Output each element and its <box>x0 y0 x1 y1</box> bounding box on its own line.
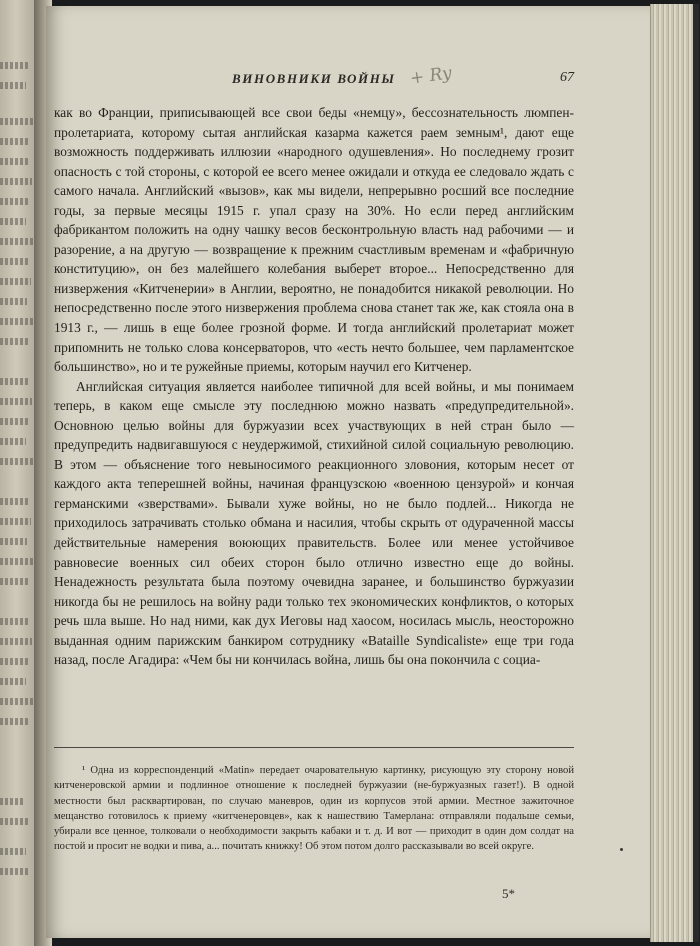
facing-page-text-line <box>0 338 30 345</box>
page-block-edges <box>650 4 699 942</box>
facing-page-text-line <box>0 518 31 525</box>
facing-page-text-line <box>0 278 31 285</box>
footnote <box>54 763 574 855</box>
margin-mark <box>620 848 623 851</box>
facing-page-text-line <box>0 658 30 665</box>
running-title: ВИНОВНИКИ ВОЙНЫ <box>232 71 396 86</box>
facing-page-text-line <box>0 538 27 545</box>
running-head <box>46 63 650 90</box>
facing-page-text-line <box>0 698 33 705</box>
facing-page-text-line <box>0 62 30 69</box>
facing-page-text-line <box>0 318 33 325</box>
facing-page-text-line <box>0 678 26 685</box>
facing-page-text-line <box>0 298 27 305</box>
facing-page-text-line <box>0 618 28 625</box>
facing-page-text-line <box>0 178 32 185</box>
facing-page-text-line <box>0 868 30 875</box>
signature-mark: 5* <box>502 886 515 901</box>
facing-page-text-line <box>0 418 30 425</box>
facing-page-text-line <box>0 848 26 855</box>
facing-page-text-line <box>0 218 26 225</box>
pencil-annotation: + Ry <box>408 63 453 89</box>
facing-page-text-line <box>0 158 28 165</box>
page-number: 67 <box>560 70 574 85</box>
footnote-divider <box>54 747 574 748</box>
footnote-text: ¹ Одна из корреспонденций «Matin» передает очаровательную картинку, рисующую эту сторону новой китченеровской армии и подлинное отношение к последней буржуазии (не-буржуазных газет!). В одной местности был расквартирован, по случаю маневров, один из корпусов этой армии. Местное зажиточное мещанство готовилось к приему «китченеровцев», как к нашествию Тамерлана: отправляли подальше семьи, убирали все ценное, толковали о необходимости закрыть кабаки и т. д. И вот — приходит в один дом солдат на постой и просит не водки и пива, а... почитать книжку! Об этом потом долго рассказывали во всей округе. <box>54 765 574 853</box>
facing-page-text-line <box>0 378 28 385</box>
facing-page-text-line <box>0 398 32 405</box>
facing-page-text-line <box>0 238 33 245</box>
body-text <box>54 103 574 670</box>
facing-page-text-line <box>0 578 30 585</box>
facing-page-text-line <box>0 118 34 125</box>
facing-page-text-line <box>0 718 29 725</box>
facing-page-text-line <box>0 638 32 645</box>
facing-page-text-line <box>0 438 26 445</box>
facing-page-text-line <box>0 138 30 145</box>
book-page <box>46 6 650 938</box>
facing-page-text-line <box>0 798 24 805</box>
facing-page-text-line <box>0 82 26 89</box>
facing-page-text-line <box>0 558 33 565</box>
facing-page-text-line <box>0 198 30 205</box>
paragraph: Английская ситуация является наиболее типичной для всей войны, и мы понимаем теперь, в каком еще смысле эту последнюю можно назвать «предупредительной». Основною целью войны для буржуазии всех участвующих в ней стран было — предупредить надвигавшуюся с неудержимой, стихийной силой социальную революцию. В этом — объяснение того невыносимого реакционного зловония, которым несет от каждого акта теперешней войны, начиная французскою «военною цензурой» и кончая германскими «зверствами». Бывали хуже войны, но не было подлей... Никогда не приходилось затрачивать столько обмана и насилия, чтобы скрыть от одураченной массы действительные намерения воюющих правительств. Более или менее устойчивое равновесие военных сил обеих сторон было отлично известно еще до войны. Ненадежность результата была поэтому очевидна заранее, и большинство буржуазии никогда бы не решилось на войну ради только тех экономических конфликтов, о которых речь шла выше. Но над ними, как дух Иеговы над хаосом, носилась мысль, неосторожно выданная одним парижским банкиром сотруднику «Bataille Syndicaliste» еще три года назад, после Агадира: «Чем бы ни кончилась война, лишь бы она покончила с социа- <box>54 378 574 668</box>
paragraph: как во Франции, приписывающей все свои беды «немцу», бессознательность люмпен-пролетариата, которому сытая английская казарма кажется раем земным¹, дают еще возможность поддерживать иллюзии «народного одушевления». Но последнему грозит опасность с той стороны, с которой ее всего менее ожидали и откуда ее следовало ждать с самого начала. Английский «вызов», как мы видели, непрерывно росший все последние годы, за первые месяцы 1915 г. упал сразу на 30%. Но если перед английским фабрикантом положить на одну чашку весов бесконтрольную власть над рабочими — и разорение, а на другую — возвращение к прежним счастливым временам и «фабричную конституцию», он без малейшего колебания выберет второе... Непосредственно для низвержения «Китченерии» в Англии, вероятно, не понадобится никакой революции. Но непосредственно после этого низвержения проблема снова станет так же, как стояла она в 1913 г., — лишь в еще более грозной форме. И тогда английский пролетариат может припомнить не только слова консерваторов, что «есть нечто большее, чем парламентское большинство», но и те ружейные приемы, которым научил его Китченер. <box>54 105 574 375</box>
facing-page-text-line <box>0 818 28 825</box>
facing-page-text-line <box>0 498 29 505</box>
facing-page-text-line <box>0 258 29 265</box>
facing-page-text-line <box>0 458 33 465</box>
